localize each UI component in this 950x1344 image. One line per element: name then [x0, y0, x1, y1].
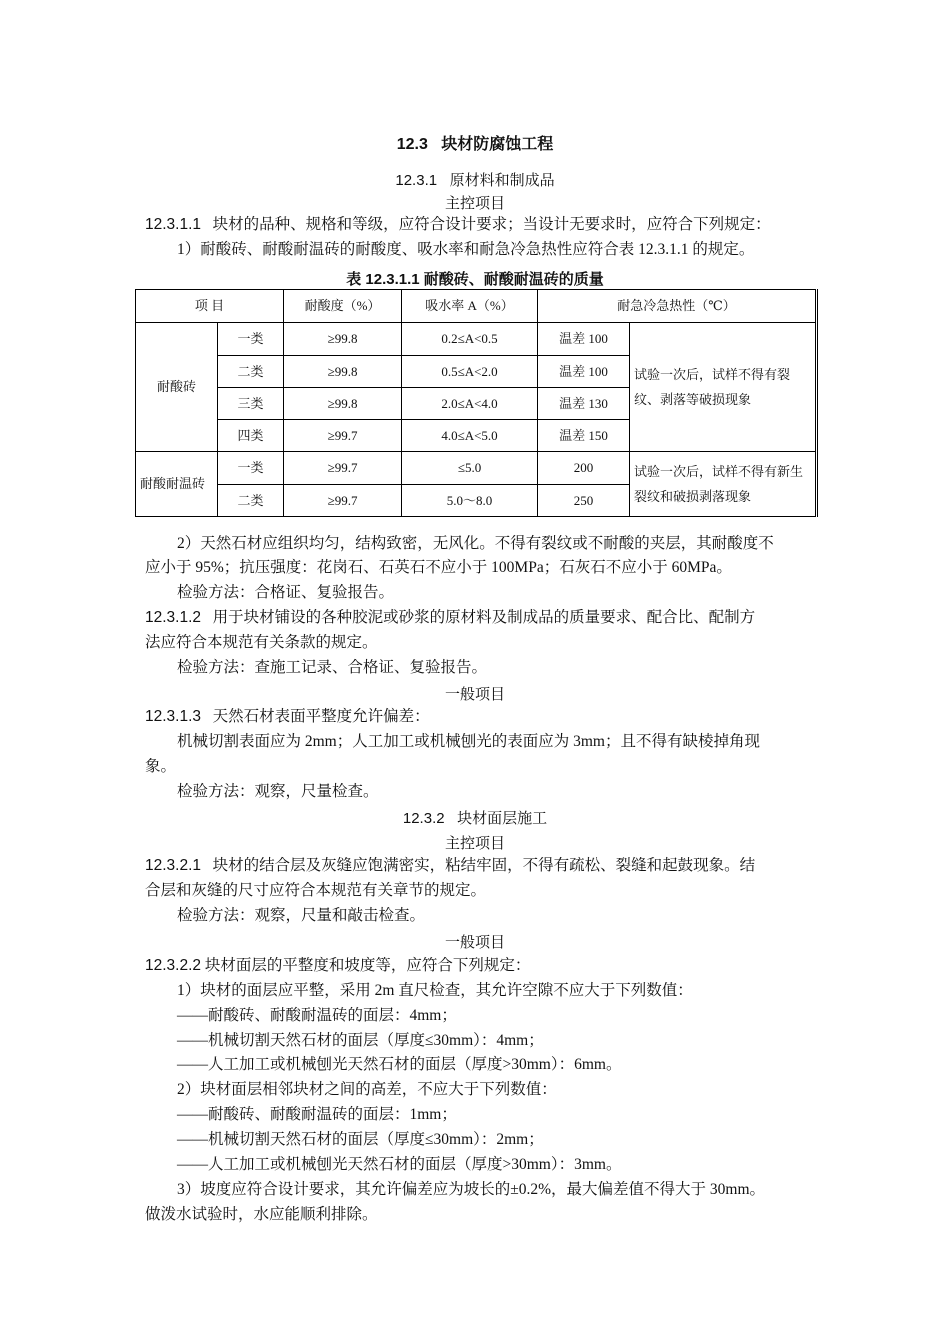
clause-number: 12.3.1.2 — [145, 609, 202, 626]
water-cell: 0.5≤A<2.0 — [402, 356, 538, 388]
main-items-heading-1: 主控项目 — [444, 195, 505, 212]
class-cell: 二类 — [218, 356, 284, 388]
subsection-heading-2 — [0, 807, 950, 828]
temp-cell: 250 — [538, 485, 630, 517]
table-row — [136, 323, 817, 356]
class-cell: 一类 — [218, 452, 284, 485]
clause-12311-item-1: 1）耐酸砖、耐酸耐温砖的耐酸度、吸水率和耐急冷急热性应符合表 12.3.1.1 的规定。 — [177, 241, 755, 258]
clause-12322 — [145, 956, 825, 976]
clause-12311 — [145, 215, 825, 235]
check-method-1: 检验方法：合格证、复验报告。 — [177, 584, 395, 601]
para-flatness-1: 机械切割表面应为 2mm；人工加工或机械刨光的表面应为 3mm；且不得有缺棱掉角现 — [177, 733, 760, 750]
group-name: 耐酸砖 — [136, 323, 218, 452]
clause-12321 — [145, 856, 825, 876]
list-item-2c: ——人工加工或机械刨光天然石材的面层（厚度>30mm）：3mm。 — [177, 1156, 622, 1173]
group-name: 耐酸耐温砖 — [136, 452, 218, 517]
list-item-1a: ——耐酸砖、耐酸耐温砖的面层：4mm； — [177, 1007, 457, 1024]
list-item-3-cont: 做泼水试验时，水应能顺利排除。 — [145, 1206, 378, 1223]
clause-number: 12.3.1.1 — [145, 216, 202, 233]
water-cell: ≤5.0 — [402, 452, 538, 485]
quality-table — [135, 289, 818, 517]
list-item-2: 2）块材面层相邻块材之间的高差，不应大于下列数值： — [177, 1081, 557, 1098]
table-header-row — [136, 290, 817, 323]
check-method-3: 检验方法：观察，尺量检查。 — [177, 783, 379, 800]
water-cell: 2.0≤A<4.0 — [402, 388, 538, 420]
temp-cell: 温差 100 — [538, 323, 630, 356]
header-item: 项 目 — [136, 290, 284, 323]
acid-cell: ≥99.7 — [284, 452, 402, 485]
temp-cell: 温差 130 — [538, 388, 630, 420]
water-cell: 5.0～8.0 — [402, 485, 538, 517]
header-thermal: 耐急冷急热性（℃） — [538, 290, 817, 323]
class-cell: 四类 — [218, 420, 284, 452]
clause-text: 块材的结合层及灰缝应饱满密实，粘结牢固，不得有疏松、裂缝和起鼓现象。结 — [212, 857, 756, 874]
class-cell: 三类 — [218, 388, 284, 420]
acid-cell: ≥99.8 — [284, 356, 402, 388]
subsection-heading-1 — [0, 169, 950, 190]
main-items-heading-2: 主控项目 — [444, 835, 505, 852]
table-caption: 表 12.3.1.1 耐酸砖、耐酸耐温砖的质量 — [346, 271, 604, 288]
clause-12313 — [145, 707, 825, 727]
list-item-2b: ——机械切割天然石材的面层（厚度≤30mm）：2mm； — [177, 1131, 544, 1148]
temp-cell: 温差 100 — [538, 356, 630, 388]
acid-cell: ≥99.8 — [284, 388, 402, 420]
list-item-3: 3）坡度应符合设计要求，其允许偏差应为坡长的±0.2%，最大偏差值不得大于 30mm。 — [177, 1181, 766, 1198]
subsection-number: 12.3.2 — [402, 810, 445, 827]
clause-text: 用于块材铺设的各种胶泥或砂浆的原材料及制成品的质量要求、配合比、配制方 — [212, 609, 756, 626]
para-stone-2: 应小于 95%；抗压强度：花岗石、石英石不应小于 100MPa；石灰石不应小于 60MPa。 — [145, 559, 732, 576]
clause-12312-cont: 法应符合本规范有关条款的规定。 — [145, 634, 378, 651]
para-stone-1: 2）天然石材应组织均匀，结构致密，无风化。不得有裂纹或不耐酸的夹层，其耐酸度不 — [177, 535, 774, 552]
clause-12312 — [145, 608, 825, 628]
general-items-heading-2: 一般项目 — [444, 934, 505, 951]
header-acid: 耐酸度（%） — [284, 290, 402, 323]
general-items-heading-1: 一般项目 — [444, 686, 505, 703]
check-method-4: 检验方法：观察，尺量和敲击检查。 — [177, 907, 426, 924]
table-row — [136, 452, 817, 485]
clause-text: 块材面层的平整度和坡度等，应符合下列规定： — [204, 957, 531, 974]
class-cell: 一类 — [218, 323, 284, 356]
class-cell: 二类 — [218, 485, 284, 517]
list-item-1: 1）块材的面层应平整，采用 2m 直尺检查，其允许空隙不应大于下列数值： — [177, 982, 693, 999]
clause-number: 12.3.1.3 — [145, 708, 202, 725]
group-note: 试验一次后，试样不得有新生裂纹和破损剥落现象 — [630, 452, 817, 517]
clause-12321-cont: 合层和灰缝的尺寸应符合本规范有关章节的规定。 — [145, 882, 487, 899]
header-water: 吸水率 A（%） — [402, 290, 538, 323]
temp-cell: 温差 150 — [538, 420, 630, 452]
list-item-1b: ——机械切割天然石材的面层（厚度≤30mm）：4mm； — [177, 1032, 544, 1049]
water-cell: 0.2≤A<0.5 — [402, 323, 538, 356]
subsection-title: 原材料和制成品 — [449, 172, 555, 189]
list-item-1c: ——人工加工或机械刨光天然石材的面层（厚度>30mm）：6mm。 — [177, 1056, 622, 1073]
water-cell: 4.0≤A<5.0 — [402, 420, 538, 452]
subsection-number: 12.3.1 — [395, 172, 438, 189]
acid-cell: ≥99.7 — [284, 420, 402, 452]
acid-cell: ≥99.7 — [284, 485, 402, 517]
section-heading — [0, 131, 950, 154]
acid-cell: ≥99.8 — [284, 323, 402, 356]
clause-text: 天然石材表面平整度允许偏差： — [212, 708, 430, 725]
list-item-2a: ——耐酸砖、耐酸耐温砖的面层：1mm； — [177, 1106, 457, 1123]
clause-text: 块材的品种、规格和等级，应符合设计要求；当设计无要求时，应符合下列规定： — [212, 216, 771, 233]
clause-number: 12.3.2.1 — [145, 857, 202, 874]
section-number: 12.3 — [396, 136, 428, 153]
clause-number: 12.3.2.2 — [145, 957, 202, 974]
group-note: 试验一次后，试样不得有裂纹、剥落等破损现象 — [630, 323, 817, 452]
check-method-2: 检验方法：查施工记录、合格证、复验报告。 — [177, 659, 488, 676]
subsection-title: 块材面层施工 — [457, 810, 548, 827]
section-title: 块材防腐蚀工程 — [441, 136, 554, 153]
para-flatness-2: 象。 — [145, 758, 177, 775]
temp-cell: 200 — [538, 452, 630, 485]
